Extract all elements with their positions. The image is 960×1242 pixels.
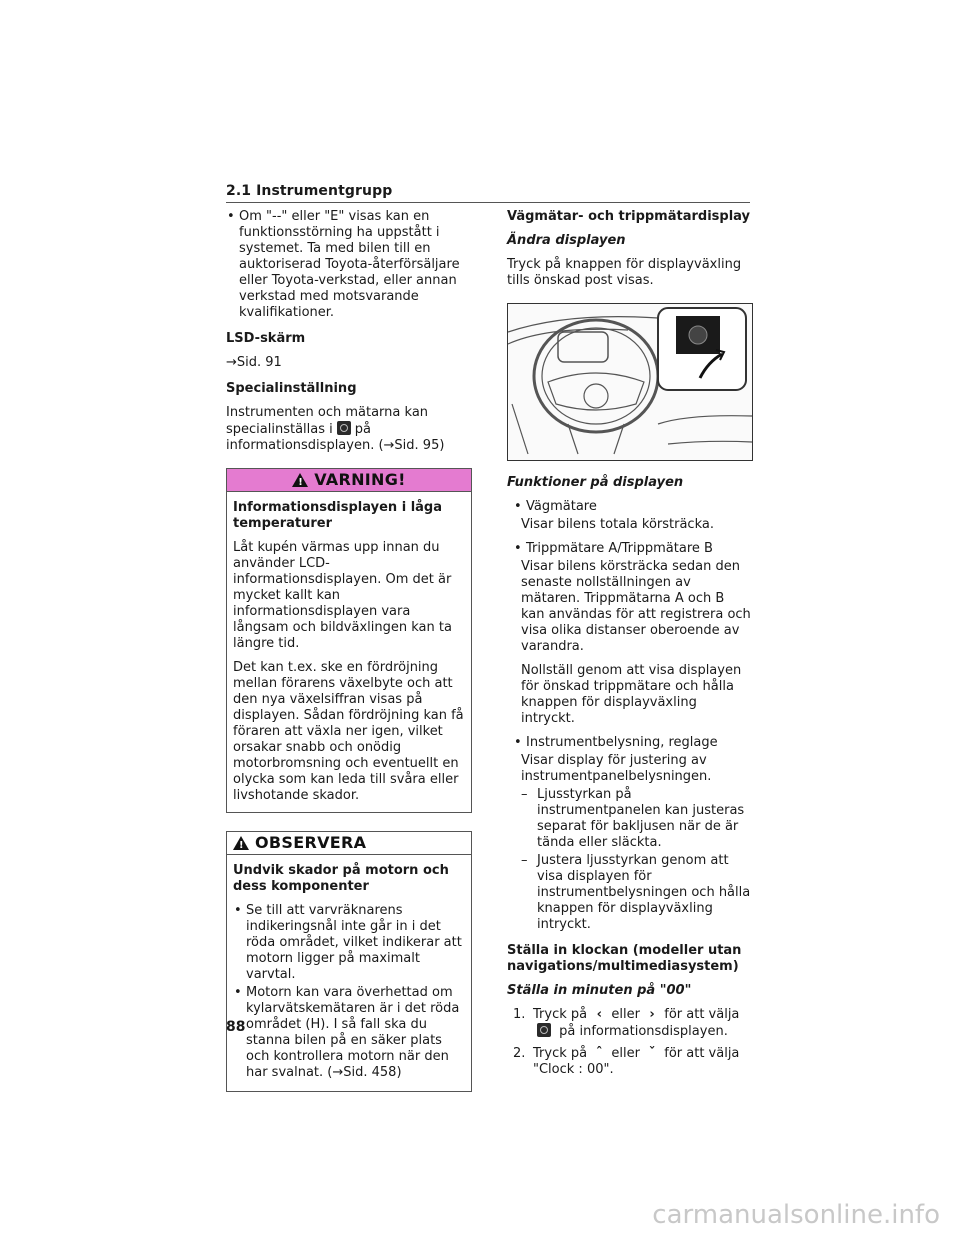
step-text-part: Tryck på xyxy=(533,1046,588,1061)
lsd-page-link[interactable]: →Sid. 91 xyxy=(226,355,282,370)
special-heading: Specialinställning xyxy=(226,381,357,396)
bullet-dot: • xyxy=(227,209,235,224)
steering-wheel-drawing xyxy=(508,304,752,460)
dash-text: Ljusstyrkan på instrumentpanelen kan justeras separat för bakljusen när de är tända eller släckta. xyxy=(537,787,745,850)
item-label: Instrumentbelysning, reglage xyxy=(526,735,718,750)
dash-mark: – xyxy=(521,787,528,802)
caution-body xyxy=(227,863,471,1081)
warning-body xyxy=(227,500,471,804)
settings-gear-icon xyxy=(337,421,351,435)
caution-subheading: Undvik skador på motorn och dess komponenter xyxy=(233,863,449,894)
special-text-b: på informationsdisplayen. (→Sid. 95) xyxy=(226,422,445,453)
item-description: Visar bilens totala körsträcka. xyxy=(521,517,714,532)
left-column xyxy=(226,209,472,1110)
warning-triangle-icon xyxy=(233,836,249,850)
minute-heading: Ställa in minuten på "00" xyxy=(507,983,692,998)
bullet-dot: • xyxy=(514,735,522,750)
step-text xyxy=(533,1007,751,1040)
list-item xyxy=(233,903,465,983)
item-description: Visar display för justering av instrumentpanelbelysningen. xyxy=(521,753,712,784)
step-item xyxy=(513,1007,751,1040)
warning-subheading: Informationsdisplayen i låga temperaturer xyxy=(233,500,442,531)
item-description: Visar bilens körsträcka sedan den senaste nollställningen av mätaren. Trippmätarna A och B kan användas för att registrera och visa olika distanser oberoende av varandra. xyxy=(521,559,751,654)
watermark: carmanualsonline.info xyxy=(652,1200,940,1230)
section-title: 2.1 Instrumentgrupp xyxy=(226,183,393,199)
functions-heading: Funktioner på displayen xyxy=(507,475,684,490)
bullet-dot: • xyxy=(234,985,242,1000)
special-text-a: Instrumenten och mätarna kan specialinställas i xyxy=(226,405,429,437)
step-text-part: för att välja xyxy=(664,1007,740,1022)
caution-label: OBSERVERA xyxy=(255,833,367,852)
bullet-text: Se till att varvräknarens indikeringsnål inte går in i det röda området, vilket indikerar att motorn ligger på maximalt varvtal. xyxy=(246,903,462,982)
special-text xyxy=(226,405,472,454)
steering-wheel-illustration xyxy=(507,303,753,461)
step-text xyxy=(533,1046,751,1078)
warning-label: VARNING! xyxy=(314,470,406,489)
step-text-part: för att välja "Clock : 00". xyxy=(533,1046,740,1077)
right-column xyxy=(507,209,751,1084)
chevron-down-icon: ˇ xyxy=(648,1046,656,1061)
step-text-part: på informationsdisplayen. xyxy=(559,1024,728,1039)
item-label: Trippmätare A/Trippmätare B xyxy=(526,541,713,556)
section-header xyxy=(226,180,750,203)
bullet-dot: • xyxy=(234,903,242,918)
caution-header xyxy=(227,832,471,855)
lsd-heading: LSD-skärm xyxy=(226,331,306,346)
step-text-part: Tryck på xyxy=(533,1007,588,1022)
step-number: 1. xyxy=(513,1007,526,1022)
chevron-up-icon: ˆ xyxy=(596,1046,603,1061)
chevron-left-icon: ‹ xyxy=(596,1007,602,1022)
odometer-heading: Vägmätar- och trippmätardisplay xyxy=(507,209,751,224)
warning-box xyxy=(226,468,472,813)
item-label: Vägmätare xyxy=(526,499,597,514)
change-display-text: Tryck på knappen för displayväxling tills önskad post visas. xyxy=(507,257,742,288)
list-item xyxy=(233,985,465,1081)
step-item xyxy=(513,1046,751,1078)
list-item xyxy=(226,209,472,321)
bullet-dot: • xyxy=(514,499,522,514)
chevron-right-icon: › xyxy=(649,1007,655,1022)
step-text-part: eller xyxy=(611,1046,640,1061)
step-number: 2. xyxy=(513,1046,526,1061)
step-text-part: eller xyxy=(611,1007,640,1022)
caution-box xyxy=(226,831,472,1092)
change-display-heading: Ändra displayen xyxy=(507,233,626,248)
warning-triangle-icon xyxy=(292,473,308,487)
list-item xyxy=(513,499,751,515)
dash-mark: – xyxy=(521,853,528,868)
bullet-dot: • xyxy=(514,541,522,556)
settings-gear-icon xyxy=(537,1023,551,1037)
dash-item xyxy=(521,787,751,851)
page-number: 88 xyxy=(226,1019,246,1035)
clock-heading: Ställa in klockan (modeller utan navigations/multimediasystem) xyxy=(507,943,742,974)
warning-paragraph: Det kan t.ex. ske en fördröjning mellan förarens växelbyte och att den nya växelsiffran visas på displayen. Sådan fördröjning kan få föraren att växla ner igen, vilket orsakar snabb och onödig motorbromsning och eventuellt en olycka som kan leda till svåra eller livshotande skador. xyxy=(233,660,464,803)
dash-item xyxy=(521,853,751,933)
warning-header xyxy=(227,469,471,492)
bullet-text: Motorn kan vara överhettad om kylarvätskemätaren är i det röda området (H). I så fall ska du stanna bilen på en säker plats och kontrollera motorn när den har svalnat. (→Sid. 458) xyxy=(246,985,460,1080)
item-description: Nollställ genom att visa displayen för önskad trippmätare och hålla knappen för displayväxling intryckt. xyxy=(521,663,742,726)
list-item xyxy=(513,735,751,751)
warning-paragraph: Låt kupén värmas upp innan du använder LCD-informationsdisplayen. Om det är mycket kallt kan informationsdisplayen vara långsam och bildväxlingen kan ta längre tid. xyxy=(233,540,452,651)
bullet-text: Om "--" eller "E" visas kan en funktionsstörning ha uppstått i systemet. Ta med bilen till en auktoriserad Toyota-återförsäljare eller Toyota-verkstad, eller annan verkstad med motsvarande kvalifikationer. xyxy=(239,209,460,320)
dash-text: Justera ljusstyrkan genom att visa displayen för instrumentbelysningen och hålla knappen för displayväxling intryckt. xyxy=(537,853,751,932)
list-item xyxy=(513,541,751,557)
